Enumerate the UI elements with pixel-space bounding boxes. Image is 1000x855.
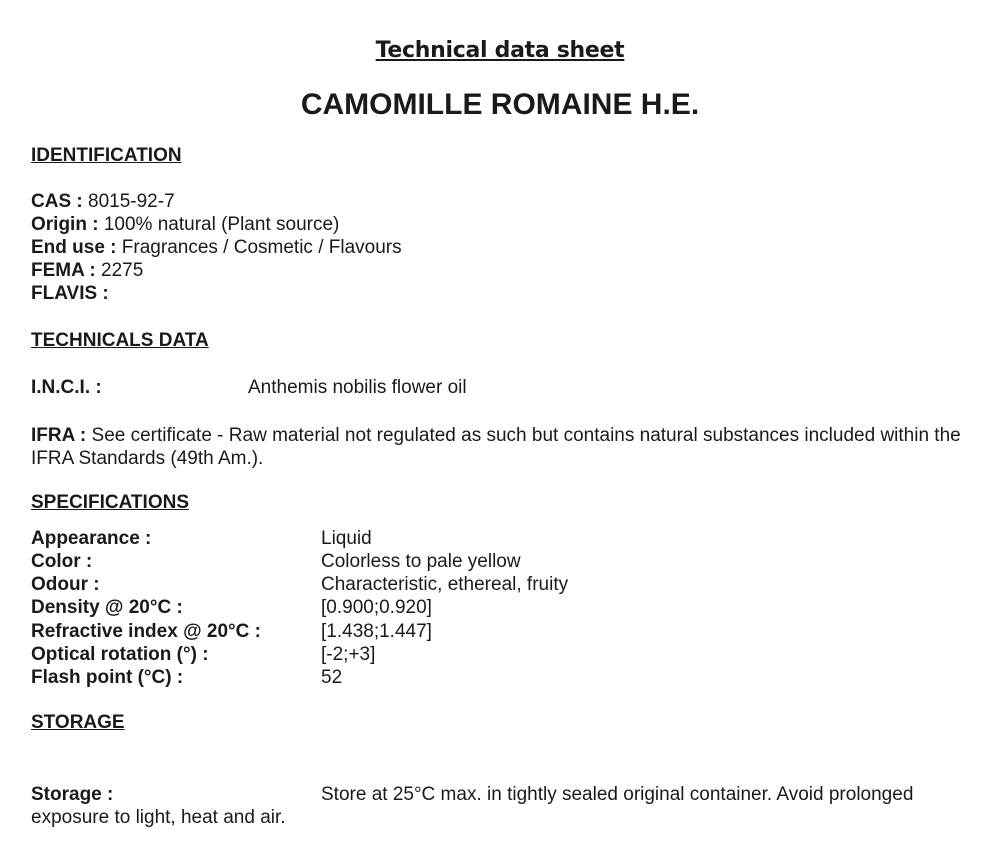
spec-value: 52	[321, 667, 343, 688]
spec-row	[31, 550, 971, 573]
storage-heading: STORAGE	[31, 712, 125, 733]
spec-row	[31, 596, 971, 619]
specifications-heading: SPECIFICATIONS	[31, 492, 189, 513]
spec-label: Color :	[31, 551, 93, 572]
origin-line	[31, 213, 339, 236]
spec-label: Optical rotation (°) :	[31, 644, 209, 665]
spec-label: Flash point (°C) :	[31, 667, 184, 688]
flavis-label: FLAVIS :	[31, 283, 109, 304]
spec-value: [0.900;0.920]	[321, 597, 432, 618]
inci-label: I.N.C.I. :	[31, 377, 102, 398]
cas-label: CAS :	[31, 191, 83, 212]
origin-value: 100% natural (Plant source)	[103, 214, 340, 235]
cas-value: 8015-92-7	[88, 191, 175, 212]
spec-value: [1.438;1.447]	[321, 621, 432, 642]
spec-row	[31, 666, 971, 689]
technicals-data-heading: TECHNICALS DATA	[31, 330, 209, 351]
ifra-label: IFRA :	[31, 425, 87, 446]
cas-line	[31, 190, 175, 213]
spec-value: Colorless to pale yellow	[321, 551, 521, 572]
storage-value: Store at 25°C max. in tightly sealed original container. Avoid prolonged	[321, 784, 914, 805]
flavis-line	[31, 282, 109, 305]
fema-line	[31, 259, 143, 282]
ifra-value: See certificate - Raw material not regulated as such but contains natural substances included within the IFRA Standards (49th Am.).	[31, 425, 961, 469]
storage-value-continued: exposure to light, heat and air.	[31, 807, 286, 828]
inci-row	[31, 376, 971, 399]
spec-value: Characteristic, ethereal, fruity	[321, 574, 569, 595]
fema-label: FEMA :	[31, 260, 96, 281]
end-use-line	[31, 236, 402, 259]
spec-value: Liquid	[321, 528, 372, 549]
spec-row	[31, 643, 971, 666]
spec-label: Density @ 20°C :	[31, 597, 183, 618]
spec-row	[31, 527, 971, 550]
fema-value: 2275	[101, 260, 144, 281]
ifra-paragraph	[31, 424, 991, 470]
origin-label: Origin :	[31, 214, 99, 235]
storage-label: Storage :	[31, 784, 114, 805]
spec-row	[31, 573, 971, 596]
end-use-label: End use :	[31, 237, 117, 258]
spec-label: Refractive index @ 20°C :	[31, 621, 261, 642]
identification-heading: IDENTIFICATION	[31, 145, 182, 166]
product-name: CAMOMILLE ROMAINE H.E.	[300, 88, 700, 121]
document-title: Technical data sheet	[375, 38, 625, 63]
spec-value: [-2;+3]	[321, 644, 376, 665]
spec-label: Odour :	[31, 574, 100, 595]
storage-row	[31, 783, 971, 806]
inci-value: Anthemis nobilis flower oil	[248, 377, 467, 398]
spec-row	[31, 620, 971, 643]
spec-label: Appearance :	[31, 528, 152, 549]
end-use-value: Fragrances / Cosmetic / Flavours	[121, 237, 402, 258]
